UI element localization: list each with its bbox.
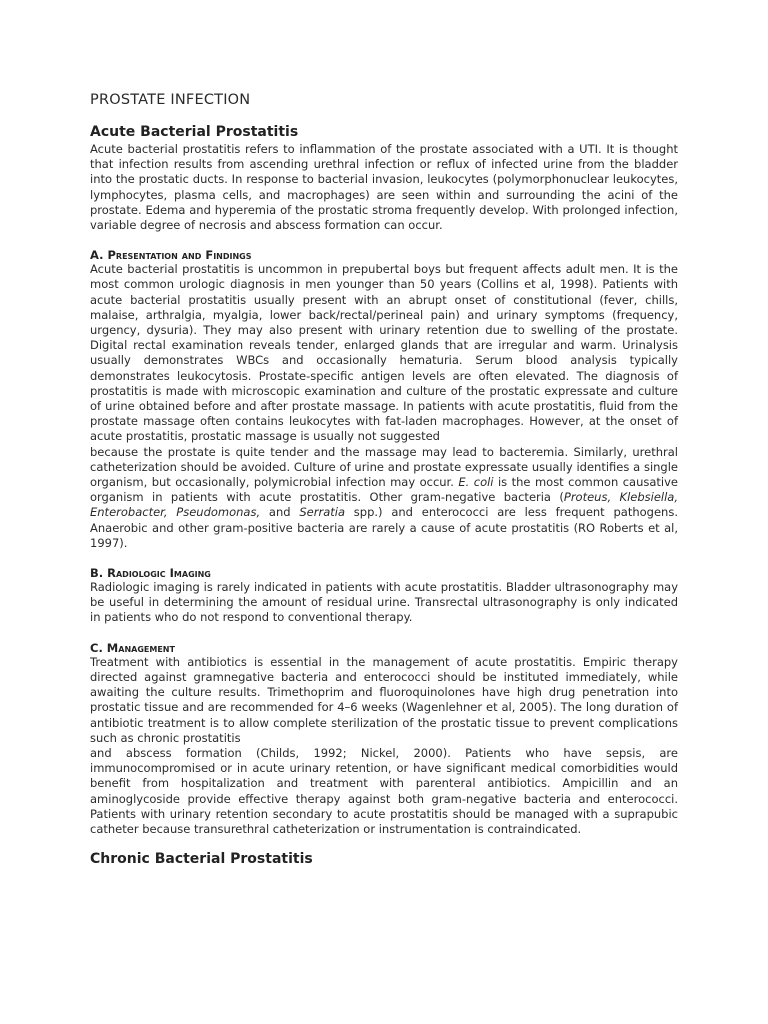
radiologic-paragraph: Radiologic imaging is rarely indicated in patients with acute prostatitis. Bladder ultrasonography may be useful in determining the amount of residual urine. Transrectal ultrasonography is only indicated in patients who do not respond to conventional therapy. <box>90 580 678 625</box>
acute-intro-paragraph: Acute bacterial prostatitis refers to inflammation of the prostate associated with a UTI. It is thought that infection results from ascending urethral infection or reflux of infected urine from the bladder into the prostatic ducts. In response to bacterial invasion, leukocytes (polymorphonuclear leukocytes, lymphocytes, plasma cells, and macrophages) are seen within and surrounding the acini of the prostate. Edema and hyperemia of the prostatic stroma frequently develop. With prolonged infection, variable degree of necrosis and abscess formation can occur. <box>90 142 678 233</box>
document-title: PROSTATE INFECTION <box>90 92 251 108</box>
subheading-radiologic: B. Radiologic Imaging <box>90 566 211 581</box>
section-heading-acute: Acute Bacterial Prostatitis <box>90 124 299 140</box>
serratia-term: Serratia <box>299 505 345 520</box>
presentation-paragraph-1: Acute bacterial prostatitis is uncommon in prepubertal boys but frequent affects adult men. It is the most common urologic diagnosis in men younger than 50 years (Collins et al, 1998). Patients with acute bacterial prostatitis usually present with an abrupt onset of constitutional (fever, chills, malaise, arthralgia, myalgia, lower back/rectal/perineal pain) and urinary symptoms (frequency, urgency, dysuria). They may also present with urinary retention due to swelling of the prostate. Digital rectal examination reveals tender, enlarged glands that are irregular and warm. Urinalysis usually demonstrates WBCs and occasionally hematuria. Serum blood analysis typically demonstrates leukocytosis. Prostate-specific antigen levels are often elevated. The diagnosis of prostatitis is made with microscopic examination and culture of the prostatic expressate and culture of urine obtained before and after prostate massage. In patients with acute prostatitis, fluid from the prostate massage often contains leukocytes with fat-laden macrophages. However, at the onset of acute prostatitis, prostatic massage is usually not suggested <box>90 262 678 444</box>
ecoli-term: E. coli <box>458 475 494 490</box>
document-page <box>90 92 678 869</box>
management-paragraph-2: and abscess formation (Childs, 1992; Nickel, 2000). Patients who have sepsis, are immunocompromised or in acute urinary retention, or have significant medical comorbidities would benefit from hospitalization and treatment with parenteral antibiotics. Ampicillin and an aminoglycoside provide effective therapy against both gram-negative bacteria and enterococci. Patients with urinary retention secondary to acute prostatitis should be managed with a suprapubic catheter because transurethral catheterization or instrumentation is contraindicated. <box>90 745 678 836</box>
subheading-management: C. Management <box>90 640 175 655</box>
presentation-paragraph-2: because the prostate is quite tender and the massage may lead to bacteremia. Similarly, urethral catheterization should be avoided. Culture of urine and prostate expressate usually identifies a single organism, but occasionally, polymicrobial infection may occur. E. coli is the most common causative organism in patients with acute prostatitis. Other gram-negative bacteria (Proteus, Klebsiella, Enterobacter, Pseudomonas, and Serratia spp.) and enterococci are less frequent pathogens. Anaerobic and other gram-positive bacteria are rarely a cause of acute prostatitis (RO Roberts et al, 1997). <box>90 444 678 550</box>
section-heading-chronic: Chronic Bacterial Prostatitis <box>90 851 313 868</box>
subheading-presentation: A. Presentation and Findings <box>90 248 252 263</box>
management-paragraph-1: Treatment with antibiotics is essential in the management of acute prostatitis. Empiric therapy directed against gramnegative bacteria and enterococci should be instituted immediately, while awaiting the culture results. Trimethoprim and fluoroquinolones have high drug penetration into prostatic tissue and are recommended for 4–6 weeks (Wagenlehner et al, 2005). The long duration of antibiotic treatment is to allow complete sterilization of the prostatic tissue to prevent complications such as chronic prostatitis <box>90 654 678 745</box>
genera-list: Proteus, Klebsiella, Enterobacter, Pseudomonas, <box>90 490 678 520</box>
